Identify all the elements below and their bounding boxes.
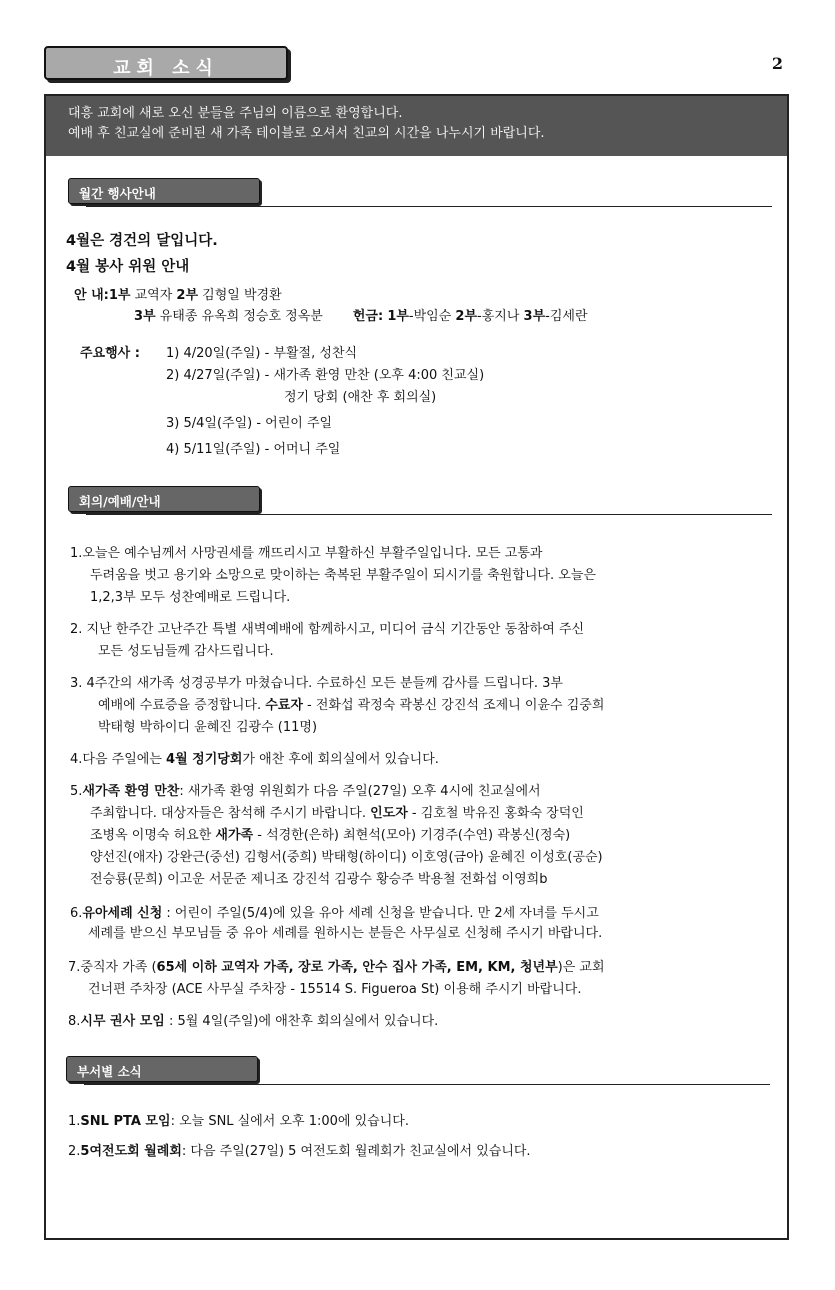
page-number: 2 [771, 54, 783, 73]
notice-3-bold: 수료자 [265, 698, 303, 713]
notice-6-text: 6. [70, 906, 83, 921]
page-title: 교회 소식 [113, 58, 219, 79]
notice-6-line: 세례를 받으신 부모님들 중 유아 세례를 원하시는 분들은 사무실로 신청해 주시기 바랍니다. [88, 926, 603, 941]
notice-3-text: - 전화섭 곽정숙 곽봉신 강진석 조제니 이윤수 김중희 [302, 698, 605, 713]
notice-3-text: 예배에 수료증을 증정합니다. [98, 698, 266, 713]
dept-1-text: 1. [68, 1114, 81, 1129]
dept-heading [66, 1056, 258, 1082]
notice-1-line: 두려움을 벗고 용기와 소망으로 맞이하는 축복된 부활주일이 되시기를 축원합니다. 오늘은 [90, 568, 596, 583]
meeting-heading-label: 회의/예배/안내 [79, 494, 161, 509]
notice-5-text: - 김호철 박유진 홍화숙 장덕인 [407, 806, 584, 821]
dept-2-bold: 5여전도회 월례회 [80, 1144, 182, 1159]
notice-5-text: 주최합니다. 대상자들은 참석해 주시기 바랍니다. [90, 806, 371, 821]
guide-s2: 2부 [176, 288, 199, 303]
offering-2-text: -홍지나 [477, 309, 524, 324]
welcome-line-2: 예배 후 친교실에 준비된 새 가족 테이블로 오셔서 친교의 시간을 나누시기 바랍니다. [68, 126, 545, 141]
offering-1-text: -박임순 [408, 309, 456, 324]
guide-label: 안 내: [74, 288, 109, 303]
event-item: 1) 4/20일(주일) - 부활절, 성찬식 [166, 346, 358, 361]
guide-s3-text: 유태종 유옥희 정승호 정옥분 [155, 309, 323, 324]
notice-6-bold: 유아세례 신청 [82, 906, 163, 921]
notice-5-bold: 인도자 [370, 806, 408, 821]
notice-8-line [68, 1012, 438, 1031]
event-item: 2) 4/27일(주일) - 새가족 환영 만찬 (오후 4:00 친교실) [166, 368, 485, 383]
notice-7-line [68, 958, 605, 977]
dept-1-text: : 오늘 SNL 실에서 오후 1:00에 있습니다. [170, 1114, 409, 1129]
welcome-line-1: 대흥 교회에 새로 오신 분들을 주님의 이름으로 환영합니다. [68, 106, 403, 121]
notice-7-text: 7.중직자 가족 ( [68, 960, 157, 975]
notice-3-line: 3. 4주간의 새가족 성경공부가 마쳤습니다. 수료하신 모든 분들께 감사를 드립니다. 3부 [70, 676, 563, 691]
notice-4-bold: 4월 정기당회 [166, 752, 243, 767]
page-title-box [44, 46, 288, 80]
offering-2: 2부 [455, 309, 478, 324]
notice-1-line: 1,2,3부 모두 성찬예배로 드립니다. [90, 590, 291, 605]
volunteer-title: 4월 봉사 위원 안내 [66, 259, 190, 275]
notice-6-text: : 어린이 주일(5/4)에 있을 유아 세례 신청을 받습니다. 만 2세 자녀를 두시고 [162, 906, 599, 921]
notice-5-text: - 석경한(은하) 최현석(모아) 기경주(수연) 곽봉신(정숙) [253, 828, 571, 843]
events-label-text: 주요행사 : [80, 346, 140, 361]
notice-1-line: 1.오늘은 예수님께서 사망권세를 깨뜨리시고 부활하신 부활주일입니다. 모든 고통과 [70, 546, 543, 561]
month-theme: 4월은 경건의 달입니다. [66, 233, 218, 249]
guide-s1: 1부 [108, 288, 131, 303]
notice-5-line: 전승룡(문희) 이고운 서문준 제니조 강진석 김광수 황승주 박용철 전화섭 이영희b [90, 872, 548, 887]
notice-2-line: 2. 지난 한주간 고난주간 특별 새벽예배에 함께하시고, 미디어 금식 기간동안 동참하여 주신 [70, 622, 585, 637]
guide-s2-text: 김형일 박경환 [198, 288, 282, 303]
event-item: 3) 5/4일(주일) - 어린이 주일 [166, 416, 333, 431]
offering-3-text: -김세란 [545, 309, 588, 324]
dept-1-bold: SNL PTA 모임 [80, 1114, 171, 1129]
notice-8-text: 8. [68, 1014, 81, 1029]
event-item: 4) 5/11일(주일) - 어머니 주일 [166, 442, 341, 457]
notice-8-text: : 5월 4일(주일)에 애찬후 회의실에서 있습니다. [164, 1014, 439, 1029]
dept-heading-label: 부서별 소식 [77, 1064, 142, 1079]
dept-2-text: : 다음 주일(27일) 5 여전도회 월례회가 친교실에서 있습니다. [181, 1144, 531, 1159]
notice-5-text: : 새가족 환영 위원회가 다음 주일(27일) 오후 4시에 친교실에서 [179, 784, 541, 799]
offering-1: 1부 [387, 309, 409, 324]
monthly-heading-label: 월간 행사안내 [79, 186, 156, 201]
notice-5-bold: 새가족 [215, 828, 254, 843]
event-item: 정기 당회 (애찬 후 회의실) [284, 390, 437, 405]
guide-s3: 3부 [134, 309, 156, 324]
notice-5-line: 양선진(애자) 강완근(중선) 김형서(중희) 박태형(하이디) 이호영(금아) 윤혜진 이성호(공순) [90, 850, 603, 865]
notice-7-text: )은 교회 [557, 960, 605, 975]
dept-2-text: 2. [68, 1144, 81, 1159]
notice-4-text: 4.다음 주일에는 [70, 752, 167, 767]
guide-s1-text: 교역자 [130, 288, 177, 303]
notice-7-line: 건너편 주차장 (ACE 사무실 주차장 - 15514 S. Figueroa St) 이용해 주시기 바랍니다. [88, 982, 582, 997]
news-frame-bottom-content [44, 94, 789, 1240]
notice-3-line: 박태형 박하이디 윤혜진 김광수 (11명) [98, 720, 318, 735]
dept-2-line [68, 1142, 531, 1161]
offering-3: 3부 [523, 309, 546, 324]
notice-2-line: 모든 성도님들께 감사드립니다. [98, 644, 274, 659]
notice-5-text: 조병옥 이명숙 허요한 [90, 828, 216, 843]
notice-4-text: 가 애찬 후에 회의실에서 있습니다. [242, 752, 439, 767]
offering-label: 헌금: [352, 309, 384, 324]
notice-7-bold: 65세 이하 교역자 가족, 장로 가족, 안수 집사 가족, EM, KM, 청년부 [156, 960, 558, 975]
dept-rule [84, 1084, 770, 1085]
notice-8-bold: 시무 권사 모임 [80, 1014, 165, 1029]
notice-5-bold: 새가족 환영 만찬 [82, 784, 180, 799]
notice-5-text: 5. [70, 784, 83, 799]
dept-1-line [68, 1112, 409, 1131]
